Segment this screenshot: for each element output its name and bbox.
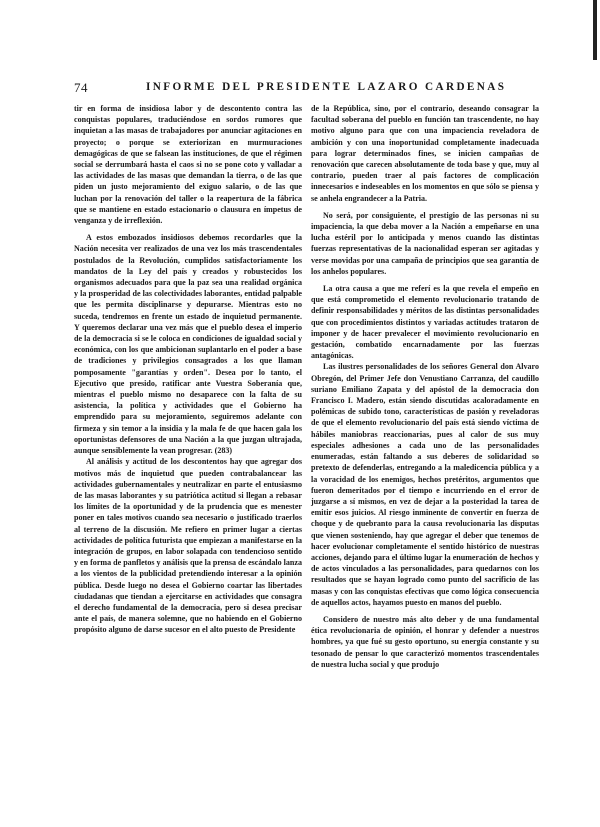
- paragraph: Al análisis y actitud de los descontentos hay que agregar dos motivos más de inquietud que pueden contrabalancear las actividades gubernamentales y neutralizar en parte el entusiasmo de las masas laborantes y su patriótica actitud si llegan a rebasar los límites de la oportunidad y de la prudencia que es menester poner en tales motivos cuando sea necesario o justificado traerlos al terreno de la discusión. Me refiero en primer lugar a ciertas actividades de política futurista que empiezan a manifestarse en la integración de grupos, en labor solapada con tendencioso sentido y en forma de panfletos y análisis que la prensa de escándalo lanza a los vientos de la publicidad pretendiendo interesar a la opinión pública. Desde luego no desea el Gobierno coartar las libertades ciudadanas que tiendan a ejercitarse en actividades que consagra el derecho fundamental de la democracia, pero si desea precisar ante el país, de manera solemne, que no habiendo en el Gobierno propósito alguno de darse sucesor en el alto puesto de Presidente: [74, 457, 302, 635]
- right-column: [311, 103, 539, 670]
- page-header: [74, 80, 544, 98]
- left-column: [74, 103, 302, 636]
- paragraph: La otra causa a que me referí es la que revela el empeño en que está comprometido el elemento revolucionario tratando de definir responsabilidades y méritos de las distintas personalidades que con procedimientos distintos y variadas actitudes trataron de imponer y de hacer prevalecer el movimiento revolucionario en gestación, combatido encarnadamente por las fuerzas antagónicas.: [311, 284, 539, 361]
- paragraph: de la República, sino, por el contrario, deseando consagrar la facultad soberana del pueblo en función tan trascendente, no hay motivo alguno para que con una impaciencia reveladora de ambición y con una inoportunidad completamente inadecuada para lograr determinados fines, se inicien campañas de renovación que carecen absolutamente de toda base y que, muy al contrario, pueden traer al país factores de complicación innecesarios e indeseables en los momentos en que sólo se piensa y se anhela engrandecer a la Patria.: [311, 104, 539, 203]
- page-number: 74: [74, 80, 88, 95]
- paragraph: tir en forma de insidiosa labor y de descontento contra las conquistas populares, traduciéndose en sordos rumores que inquietan a las masas de trabajadores por anunciar agitaciones en proyecto; o porque se exteriorizan en murmuraciones demagógicas de que se falsean las instituciones, de que el régimen social se derrumbará hasta el caos si no se pone coto y valladar a las actividades de las masas que demandan la tierra, o de las que piden un justo mejoramiento del exiguo salario, o de las que luchan por la renovación del taller o la reapertura de la fábrica que se mantiene en estado estacionario o clausura en ímpetus de venganza y de irreflexión.: [74, 104, 302, 226]
- paragraph: Considero de nuestro más alto deber y de una fundamental ética revolucionaria de opinión, el honrar y defender a nuestros hombres, ya que fué su gesto oportuno, su energía constante y su tesonado de pensar lo que caracterizó momentos trascendentales de nuestra lucha social y que produjo: [311, 614, 539, 669]
- running-head: INFORME DEL PRESIDENTE LAZARO CARDENAS: [146, 81, 507, 93]
- paragraph: A estos embozados insidiosos debemos recordarles que la Nación necesita ver realizados de una vez los más trascendentales postulados de la Revolución, cumplidos satisfactoriamente los mandatos de la Ley del país y creados y robustecidos los organismos adecuados para que la paz sea una realidad orgánica y la prosperidad de las colectividades laborantes, entidad palpable que les permita disciplinarse y depurarse. Mientras esto no suceda, tendremos en frente un estado de inquietud permanente. Y queremos declarar una vez más que el pueblo desea el imperio de la democracia si se le coloca en condiciones de igualdad social y económica, con los que ambicionan suplantarlo en el poder a base de tradiciones y privilegios consagrados a los que llaman pomposamente "garantías y orden". Desea por lo tanto, el Ejecutivo que presido, ratificar ante Vuestra Soberanía que, mientras el pueblo mismo no desaparece con la falta de su asistencia, la política y actividades que el Gobierno ha emprendido para su mejoramiento, seguiremos adelante con firmeza y sin temor a la insidia y la mala fe de que hacen gala los oportunistas defensores de una Nación a la que juzgan ultrajada, aunque sensiblemente la vean progresar. (283): [74, 233, 302, 456]
- paragraph: Las ilustres personalidades de los señores General don Alvaro Obregón, del Primer Jefe don Venustiano Carranza, del caudillo suriano Emiliano Zapata y del apóstol de la democracia don Francisco I. Madero, están siendo discutidas acaloradamente en polémicas de subido tono, características de pasión y reveladoras de que el elemento revolucionario del país está siendo víctima de hábiles maniobras reaccionarias, pues al calor de sus muy especiales adhesiones a cada uno de las personalidades enumeradas, están faltando a sus deberes de solidaridad so pretexto de defenderlas, entregando a la maledicencia pública y a la voracidad de los enemigos, hechos pretéritos, argumentos que fueron demeritados por el tiempo e incurriendo en el error de juzgarse a sí mismos, en vez de dejar a la posteridad la tarea de emitir esos juicios. Al riesgo inminente de convertir en fuerza de choque y de quebranto para la causa revolucionaria las disputas que vienen sosteniendo, hay que agregar el deber que tenemos de hacer evolucionar completamente el sentido histórico de nuestras acciones, dejando para el último lugar la enumeración de hechos y de actos vinculados a las personalidades, para quedarnos con los resultados que se hayan logrado como punto del sacrificio de las masas y con las conquistas efectivas que como lógica consecuencia de aquellos actos, hayamos puesto en manos del pueblo.: [311, 362, 539, 607]
- paragraph: No será, por consiguiente, el prestigio de las personas ni su impaciencia, la que deba mover a la Nación a empeñarse en una lucha estéril por lo anticipada y menos cuando las distintas fuerzas representativas de la nacionalidad esperan ser agitadas y verse movidas por una campaña de principios que sea garantía de los anhelos populares.: [311, 210, 539, 276]
- page-edge-mark: [593, 0, 597, 60]
